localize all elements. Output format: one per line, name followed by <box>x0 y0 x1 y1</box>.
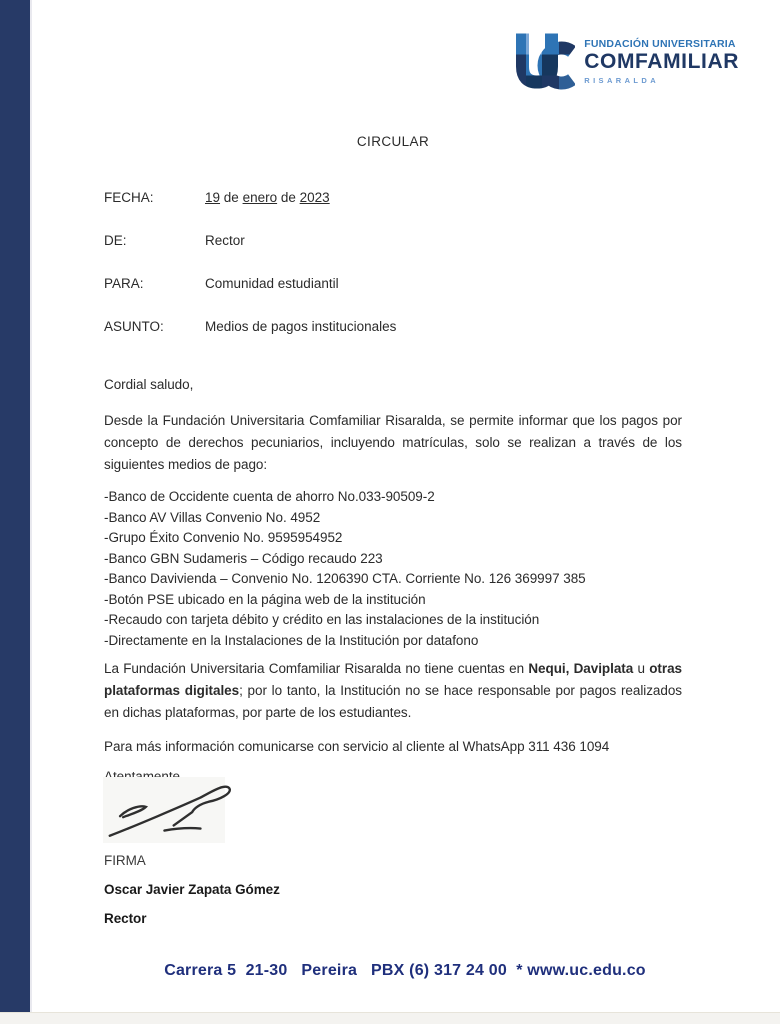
logo-line-risaralda: RISARALDA <box>584 76 660 86</box>
signature-image <box>100 778 235 844</box>
greeting: Cordial saludo, <box>104 377 194 392</box>
page-bottom-strip <box>0 1012 780 1024</box>
payment-method-item: -Recaudo con tarjeta débito y crédito en las instalaciones de la institución <box>104 612 540 627</box>
left-accent-bar <box>0 0 30 1012</box>
logo-line-comfamiliar: COMFAMILIAR <box>584 50 739 73</box>
field-row <box>104 318 682 335</box>
payment-methods-list <box>104 487 682 651</box>
field-row <box>104 189 682 206</box>
paragraph-payment-intro: Desde la Fundación Universitaria Comfamiliar Risaralda, se permite informar que los pagos por concepto de derechos pecuniarios, incluyendo matrículas, solo se realizan a través de los siguientes medios de pago: <box>104 413 682 472</box>
payment-method-item: -Banco GBN Sudameris – Código recaudo 223 <box>104 550 383 566</box>
payment-method-item: -Banco de Occidente cuenta de ahorro No.033-90509-2 <box>104 489 435 504</box>
payment-method-item: -Banco Davivienda – Convenio No. 1206390 CTA. Corriente No. 126 369997 385 <box>104 571 586 586</box>
document-title: CIRCULAR <box>356 134 430 149</box>
logo-line-fundacion: FUNDACIÓN UNIVERSITARIA <box>584 38 736 50</box>
logo-text <box>584 31 739 85</box>
field-row <box>104 275 682 292</box>
field-label: FECHA: <box>104 190 154 205</box>
institution-logo <box>509 31 739 99</box>
field-label: PARA: <box>104 276 144 291</box>
signature-caption: FIRMA <box>104 853 146 868</box>
left-accent-bar-edge <box>30 0 32 1012</box>
payment-method-item: -Banco AV Villas Convenio No. 4952 <box>104 509 321 525</box>
field-value: Medios de pagos institucionales <box>205 319 397 334</box>
signatory-name: Oscar Javier Zapata Gómez <box>104 882 280 897</box>
payment-method-item: -Grupo Éxito Convenio No. 9595954952 <box>104 530 343 545</box>
payment-method-item: -Botón PSE ubicado en la página web de la institución <box>104 591 426 607</box>
field-value: 19 de enero de 2023 <box>205 190 330 205</box>
footer-address-line: Carrera 5 21-30 Pereira PBX (6) 317 24 00 * www.uc.edu.co <box>164 962 646 979</box>
uc-logo-mark-icon <box>509 31 575 99</box>
payment-method-item: -Directamente en la Instalaciones de la Institución por datafono <box>104 632 479 648</box>
contact-line: Para más información comunicarse con servicio al cliente al WhatsApp 311 436 1094 <box>104 739 610 754</box>
field-row <box>104 232 682 249</box>
field-value: Rector <box>205 233 245 248</box>
signatory-title: Rector <box>104 911 147 926</box>
field-label: ASUNTO: <box>104 319 164 334</box>
field-value: Comunidad estudiantil <box>205 276 339 291</box>
header-fields <box>104 189 682 361</box>
paragraph-disclaimer: La Fundación Universitaria Comfamiliar Risaralda no tiene cuentas en Nequi, Daviplata u otras plataformas digitales; por lo tanto, la Institución no se hace responsable por pagos realizados en dichas plataformas, por parte de los estudiantes. <box>104 661 682 720</box>
field-label: DE: <box>104 233 127 248</box>
